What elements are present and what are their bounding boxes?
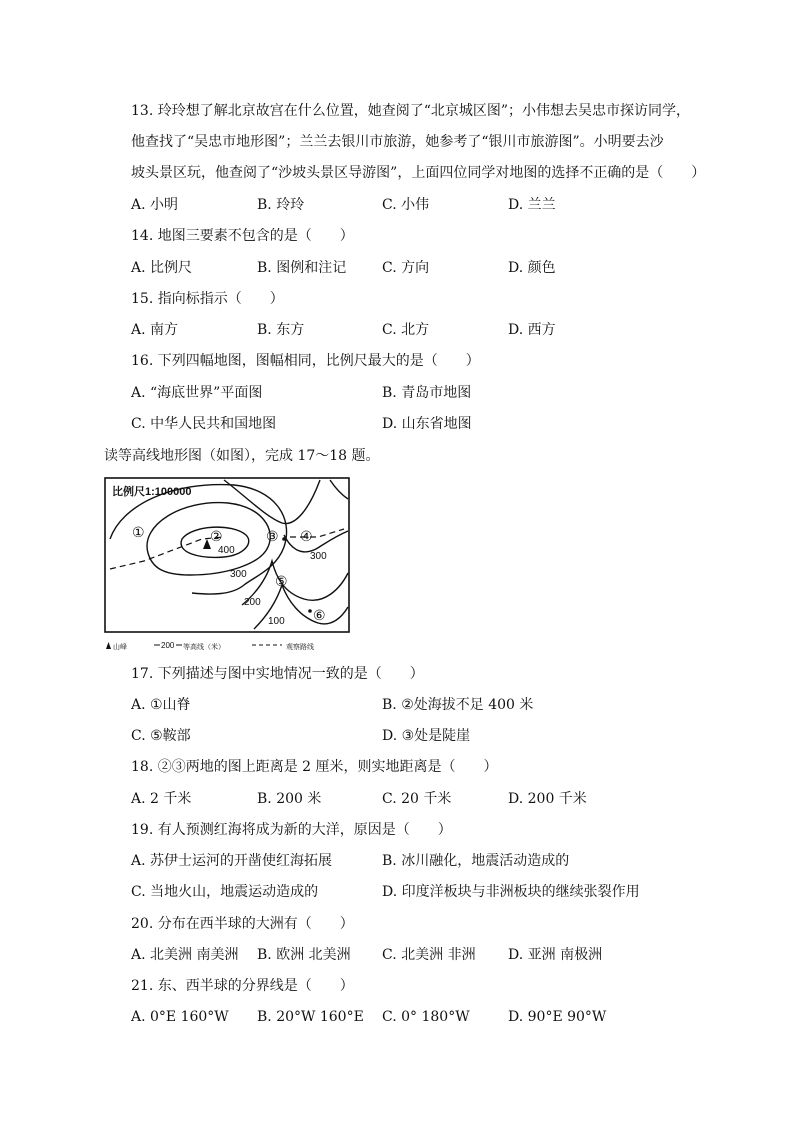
q16-option-a[interactable]: A. “海底世界”平面图: [131, 385, 263, 401]
q19-option-a[interactable]: A. 苏伊士运河的开凿使红海拓展: [131, 853, 333, 869]
point-dot-3: [282, 537, 286, 541]
q21-option-a[interactable]: A. 0°E 160°W: [131, 1009, 229, 1025]
q20-option-b[interactable]: B. 欧洲 北美洲: [257, 947, 351, 963]
point-label-5: ⑤: [275, 573, 288, 589]
q20-option-a[interactable]: A. 北美洲 南美洲: [131, 947, 239, 963]
legend-peak-icon: [106, 642, 111, 649]
q17-stem: 17. 下列描述与图中实地情况一致的是（ ）: [131, 666, 424, 682]
q14-stem: 14. 地图三要素不包含的是（ ）: [131, 228, 354, 244]
legend-route: 观察路线: [286, 644, 314, 651]
q13-option-d[interactable]: D. 兰兰: [508, 197, 556, 213]
contour-label-300-right: 300: [310, 551, 327, 562]
legend-contour-value: 200: [161, 641, 175, 650]
legend-contour: 等高线（米）: [183, 644, 225, 651]
q15-option-a[interactable]: A. 南方: [131, 322, 179, 338]
q18-stem: 18. ②③两地的图上距离是 2 厘米，则实地距离是（ ）: [131, 759, 498, 775]
q15-option-c[interactable]: C. 北方: [382, 322, 430, 338]
contour-label-100: 100: [268, 616, 285, 627]
q20-option-d[interactable]: D. 亚洲 南极洲: [508, 947, 603, 963]
contour-map-svg: [104, 477, 350, 652]
q21-option-b[interactable]: B. 20°W 160°E: [257, 1009, 364, 1025]
q14-option-c[interactable]: C. 方向: [382, 260, 430, 276]
legend-peak: 山峰: [113, 644, 127, 651]
q13-option-b[interactable]: B. 玲玲: [257, 197, 305, 213]
contour-label-200: 200: [244, 597, 261, 608]
contour-label-400: 400: [218, 545, 235, 556]
q15-stem: 15. 指向标指示（ ）: [131, 291, 284, 307]
q17-option-b[interactable]: B. ②处海拔不足 400 米: [382, 697, 534, 713]
q13-line3: 坡头景区玩，他查阅了“沙坡头景区导游图”，上面四位同学对地图的选择不正确的是（ ）: [131, 165, 706, 181]
q16-option-d[interactable]: D. 山东省地图: [382, 416, 472, 432]
q14-option-d[interactable]: D. 颜色: [508, 260, 556, 276]
q19-option-c[interactable]: C. 当地火山，地震运动造成的: [131, 884, 319, 900]
q16-option-b[interactable]: B. 青岛市地图: [382, 385, 472, 401]
q21-stem: 21. 东、西半球的分界线是（ ）: [131, 978, 354, 994]
point-label-4: ④: [300, 528, 313, 544]
q19-stem: 19. 有人预测红海将成为新的大洋，原因是（ ）: [131, 822, 452, 838]
map-intro: 读等高线地形图（如图），完成 17～18 题。: [104, 448, 380, 464]
contour-map: [104, 477, 350, 652]
q13-line1: 13. 玲玲想了解北京故宫在什么位置，她查阅了“北京城区图”；小伟想去吴忠市探访同学，: [131, 103, 691, 119]
q18-option-a[interactable]: A. 2 千米: [131, 791, 192, 807]
q18-option-c[interactable]: C. 20 千米: [382, 791, 452, 807]
q15-option-b[interactable]: B. 东方: [257, 322, 305, 338]
q17-option-a[interactable]: A. ①山脊: [131, 697, 191, 713]
q16-stem: 16. 下列四幅地图，图幅相同，比例尺最大的是（ ）: [131, 353, 480, 369]
q19-option-b[interactable]: B. 冰川融化，地震活动造成的: [382, 853, 570, 869]
q13-line2: 他查找了“吴忠市地形图”；兰兰去银川市旅游，她参考了“银川市旅游图”。小明要去沙: [131, 134, 664, 150]
q20-stem: 20. 分布在西半球的大洲有（ ）: [131, 916, 354, 932]
point-label-6: ⑥: [313, 607, 326, 623]
point-label-2: ②: [210, 528, 223, 544]
q16-option-c[interactable]: C. 中华人民共和国地图: [131, 416, 277, 432]
q15-option-d[interactable]: D. 西方: [508, 322, 556, 338]
q18-option-d[interactable]: D. 200 千米: [508, 791, 587, 807]
q14-option-b[interactable]: B. 图例和注记: [257, 260, 347, 276]
q14-option-a[interactable]: A. 比例尺: [131, 260, 193, 276]
scale-label: 比例尺1:100000: [112, 486, 192, 498]
q13-option-c[interactable]: C. 小伟: [382, 197, 430, 213]
q21-option-c[interactable]: C. 0° 180°W: [382, 1009, 470, 1025]
q17-option-d[interactable]: D. ③处是陡崖: [382, 728, 471, 744]
q17-option-c[interactable]: C. ⑤鞍部: [131, 728, 191, 744]
point-label-1: ①: [132, 524, 145, 540]
q21-option-d[interactable]: D. 90°E 90°W: [508, 1009, 607, 1025]
point-label-3: ③: [266, 528, 279, 544]
q19-option-d[interactable]: D. 印度洋板块与非洲板块的继续张裂作用: [382, 884, 640, 900]
point-dot-6: [308, 609, 312, 613]
q13-option-a[interactable]: A. 小明: [131, 197, 179, 213]
contour-label-300-left: 300: [230, 569, 247, 580]
q18-option-b[interactable]: B. 200 米: [257, 791, 322, 807]
q20-option-c[interactable]: C. 北美洲 非洲: [382, 947, 476, 963]
